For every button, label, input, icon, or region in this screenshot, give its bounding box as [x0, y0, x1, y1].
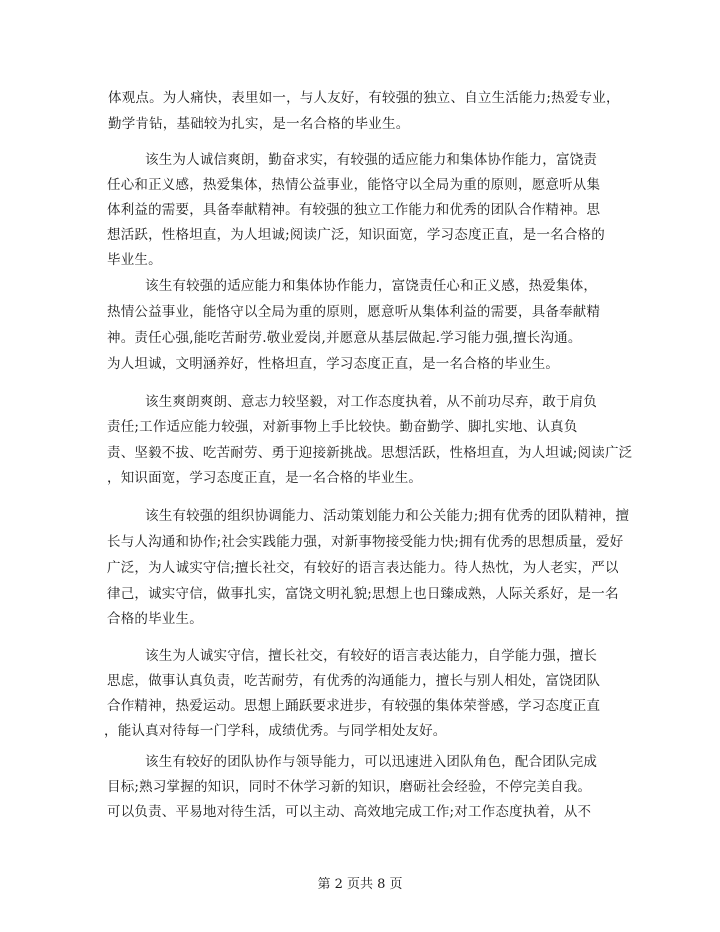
text-line: 思虑，做事认真负责，吃苦耐劳，有优秀的沟通能力，擅长与别人相处，富饶团队	[107, 673, 601, 689]
text-line: 合作精神，热爱运动。思想上踊跃要求进步，有较强的集体荣誉感，学习态度正直	[107, 698, 601, 714]
text-line: 长与人沟通和协作;社会实践能力强，对新事物接受能力快;拥有优秀的思想质量，爱好	[107, 534, 624, 550]
text-line: 神。责任心强,能吃苦耐劳.敬业爱岗,并愿意从基层做起.学习能力强,擅长沟通。	[107, 330, 582, 346]
text-line: 体利益的需要，具备奉献精神。有较强的独立工作能力和优秀的团队合作精神。思	[107, 202, 601, 218]
text-line: 目标;熟习掌握的知识，同时不休学习新的知识，磨砺社会经验，不停完美自我。	[107, 779, 592, 795]
text-line: 责任;工作适应能力较强，对新事物上手比较快。勤奋勤学、脚扎实地、认真负	[107, 419, 578, 435]
text-line: 该生有较强的组织协调能力、活动策划能力和公关能力;拥有优秀的团队精神，擅	[145, 508, 630, 524]
text-line: 热情公益事业，能恪守以全局为重的原则，愿意听从集体利益的需要，具备奉献精	[107, 304, 601, 320]
text-line: 该生爽朗爽朗、意志力较坚毅，对工作态度执着，从不前功尽弃，敢于肩负	[145, 394, 598, 410]
text-line: 该生有较好的团队协作与领导能力，可以迅速进入团队角色，配合团队完成	[145, 754, 598, 770]
text-line: 可以负责、平易地对待生活，可以主动、高效地完成工作;对工作态度执着，从不	[107, 804, 592, 820]
text-line: 责、坚毅不拔、吃苦耐劳、勇于迎接新挑战。思想活跃，性格坦直，为人坦诚;阅读广泛	[107, 445, 633, 461]
text-line: 该生为人诚实守信，擅长社交，有较好的语言表达能力，自学能力强，擅长	[145, 648, 598, 664]
text-line: 为人坦诚，文明涵养好，性格坦直，学习态度正直，是一名合格的毕业生。	[107, 356, 560, 372]
text-line: 该生为人诚信爽朗，勤奋求实，有较强的适应能力和集体协作能力，富饶责	[145, 152, 598, 168]
text-line: 合格的毕业生。	[107, 611, 203, 627]
text-line: 任心和正义感，热爱集体，热情公益事业，能恪守以全局为重的原则，愿意听从集	[107, 177, 601, 193]
text-line: ，知识面宽，学习态度正直，是一名合格的毕业生。	[107, 470, 423, 486]
text-line: 体观点。为人痛快，表里如一，与人友好，有较强的独立、自立生活能力;热爱专业，	[108, 90, 620, 106]
text-line: 毕业生。	[107, 252, 162, 268]
text-line: 该生有较强的适应能力和集体协作能力，富饶责任心和正义感，热爱集体，	[145, 278, 598, 294]
text-line: 广泛，为人诚实守信;擅长社交，有较好的语言表达能力。待人热忱，为人老实，严以	[107, 560, 619, 576]
text-line: ，能认真对待每一门学科，成绩优秀。与同学相处友好。	[104, 723, 447, 739]
text-line: 想活跃，性格坦直，为人坦诚;阅读广泛，知识面宽，学习态度正直，是一名合格的	[107, 227, 605, 243]
text-line: 律己，诚实守信，做事扎实，富饶文明礼貌;思想上也日臻成熟，人际关系好，是一名	[107, 586, 619, 602]
page-number-footer: 第 2 页共 8 页	[317, 877, 403, 892]
text-line: 勤学肯钻，基础较为扎实，是一名合格的毕业生。	[108, 116, 410, 132]
